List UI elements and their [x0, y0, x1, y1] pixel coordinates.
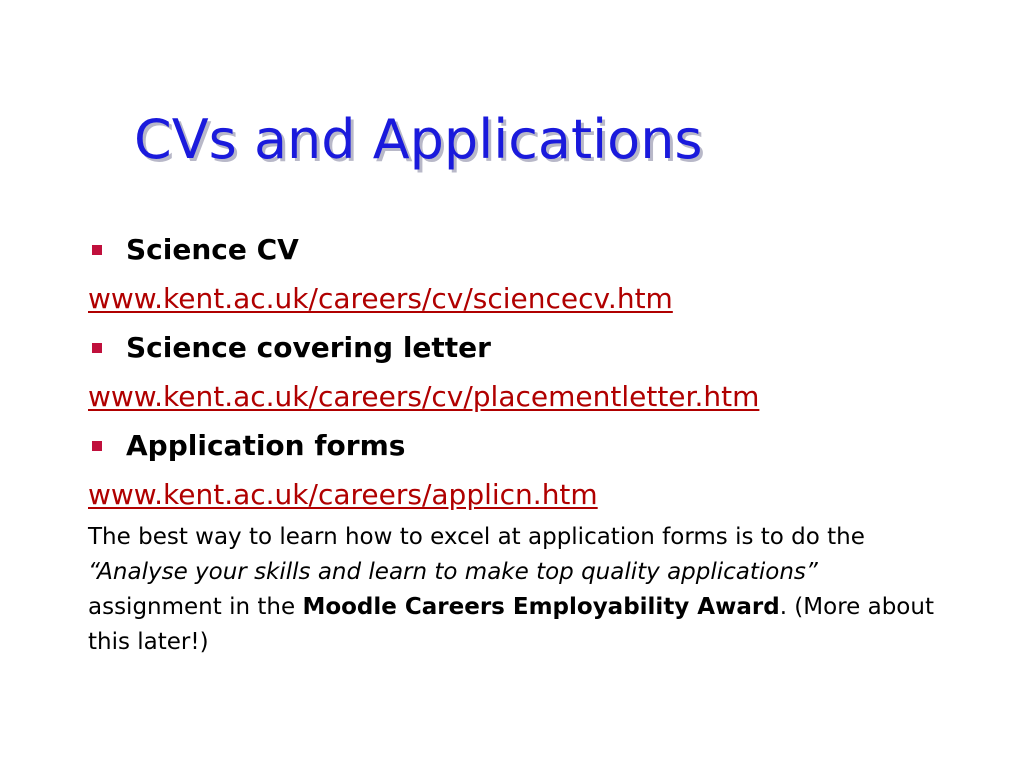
paragraph-text: assignment in the	[88, 594, 303, 620]
square-bullet-icon	[92, 245, 102, 255]
body-paragraph	[88, 520, 948, 660]
bullet-heading: Application forms	[126, 429, 406, 462]
bullet-heading: Science CV	[126, 233, 299, 266]
award-name: Moodle Careers Employability Award	[302, 594, 780, 620]
link-application-forms[interactable]: www.kent.ac.uk/careers/applicn.htm	[88, 478, 598, 511]
paragraph-text: The best way to learn how to excel at application forms is to do the	[88, 524, 865, 550]
link-science-cv[interactable]: www.kent.ac.uk/careers/cv/sciencecv.htm	[88, 282, 673, 315]
bullet-item-science-cv	[86, 230, 299, 270]
square-bullet-icon	[92, 343, 102, 353]
link-covering-letter[interactable]: www.kent.ac.uk/careers/cv/placementletter.htm	[88, 380, 760, 413]
bullet-item-covering-letter	[86, 328, 491, 368]
bullet-item-application-forms	[86, 426, 405, 466]
square-bullet-icon	[92, 441, 102, 451]
assignment-name: “Analyse your skills and learn to make top quality applications”	[88, 559, 818, 585]
paragraph-text: . (More about this later!)	[88, 594, 934, 655]
bullet-heading: Science covering letter	[126, 331, 491, 364]
slide-title: CVs and Applications	[134, 108, 703, 171]
